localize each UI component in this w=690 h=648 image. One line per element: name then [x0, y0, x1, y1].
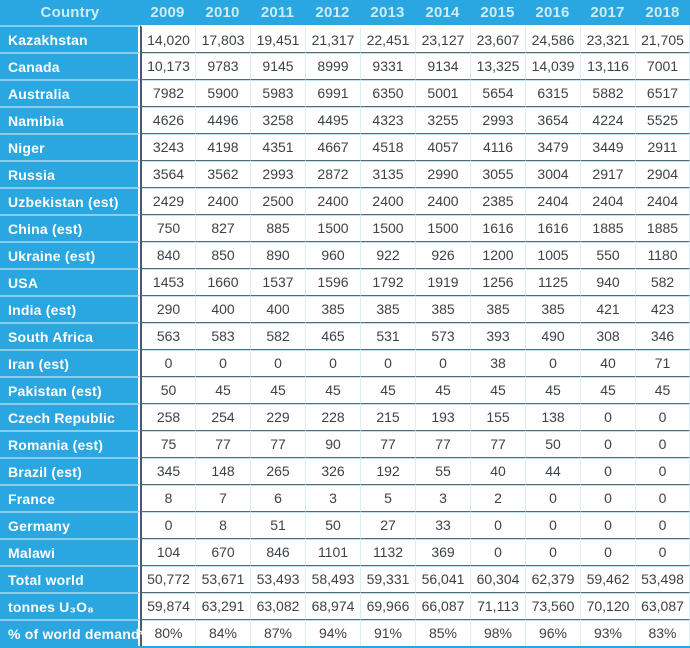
data-cell: 400	[195, 295, 250, 322]
data-cell: 258	[140, 403, 195, 430]
data-cell: 228	[305, 403, 360, 430]
data-cell: 9783	[195, 52, 250, 79]
data-cell: 45	[415, 376, 470, 403]
data-cell: 215	[360, 403, 415, 430]
data-cell: 44	[525, 457, 580, 484]
data-cell: 940	[580, 268, 635, 295]
row-label: China (est)	[0, 214, 140, 241]
data-cell: 0	[635, 538, 690, 565]
table-row	[0, 133, 690, 160]
data-cell: 421	[580, 295, 635, 322]
data-cell: 229	[250, 403, 305, 430]
data-cell: 45	[580, 376, 635, 403]
data-cell: 326	[305, 457, 360, 484]
data-cell: 4351	[250, 133, 305, 160]
row-label: Russia	[0, 160, 140, 187]
row-label: Brazil (est)	[0, 457, 140, 484]
data-cell: 3479	[525, 133, 580, 160]
table-body	[0, 25, 690, 646]
data-cell: 2400	[195, 187, 250, 214]
data-cell: 0	[525, 484, 580, 511]
table-row	[0, 430, 690, 457]
data-cell: 926	[415, 241, 470, 268]
data-cell: 45	[360, 376, 415, 403]
data-cell: 0	[140, 511, 195, 538]
data-cell: 4198	[195, 133, 250, 160]
data-cell: 840	[140, 241, 195, 268]
row-label: Romania (est)	[0, 430, 140, 457]
data-cell: 2990	[415, 160, 470, 187]
row-label: South Africa	[0, 322, 140, 349]
data-cell: 59,462	[580, 565, 635, 592]
data-cell: 490	[525, 322, 580, 349]
data-cell: 60,304	[470, 565, 525, 592]
table-row	[0, 25, 690, 52]
column-header-year: 2017	[580, 0, 635, 25]
data-cell: 8	[195, 511, 250, 538]
data-cell: 308	[580, 322, 635, 349]
data-cell: 290	[140, 295, 195, 322]
data-cell: 6517	[635, 79, 690, 106]
data-cell: 148	[195, 457, 250, 484]
table-row	[0, 592, 690, 619]
data-cell: 922	[360, 241, 415, 268]
data-cell: 1453	[140, 268, 195, 295]
data-cell: 0	[635, 457, 690, 484]
data-cell: 45	[470, 376, 525, 403]
data-cell: 0	[580, 403, 635, 430]
data-cell: 77	[250, 430, 305, 457]
data-cell: 885	[250, 214, 305, 241]
data-cell: 4116	[470, 133, 525, 160]
data-cell: 4323	[360, 106, 415, 133]
data-cell: 0	[580, 484, 635, 511]
data-cell: 1919	[415, 268, 470, 295]
data-cell: 59,874	[140, 592, 195, 619]
data-cell: 369	[415, 538, 470, 565]
row-label: USA	[0, 268, 140, 295]
data-cell: 21,317	[305, 25, 360, 52]
column-header-year: 2009	[140, 0, 195, 25]
data-cell: 0	[580, 511, 635, 538]
data-cell: 4224	[580, 106, 635, 133]
data-cell: 138	[525, 403, 580, 430]
data-cell: 3564	[140, 160, 195, 187]
data-cell: 50	[140, 376, 195, 403]
data-cell: 94%	[305, 619, 360, 646]
row-label: Ukraine (est)	[0, 241, 140, 268]
data-cell: 22,451	[360, 25, 415, 52]
row-label: Total world	[0, 565, 140, 592]
data-cell: 45	[525, 376, 580, 403]
data-cell: 71,113	[470, 592, 525, 619]
data-cell: 531	[360, 322, 415, 349]
data-cell: 1005	[525, 241, 580, 268]
row-label: Iran (est)	[0, 349, 140, 376]
data-cell: 2404	[580, 187, 635, 214]
row-label: Niger	[0, 133, 140, 160]
table-row	[0, 322, 690, 349]
data-cell: 1500	[360, 214, 415, 241]
data-cell: 3243	[140, 133, 195, 160]
row-label: India (est)	[0, 295, 140, 322]
data-cell: 0	[580, 538, 635, 565]
data-cell: 93%	[580, 619, 635, 646]
data-cell: 4667	[305, 133, 360, 160]
data-cell: 583	[195, 322, 250, 349]
column-header-year: 2012	[305, 0, 360, 25]
row-label: Australia	[0, 79, 140, 106]
data-cell: 70,120	[580, 592, 635, 619]
data-cell: 3	[305, 484, 360, 511]
data-cell: 192	[360, 457, 415, 484]
data-cell: 1616	[470, 214, 525, 241]
data-cell: 2872	[305, 160, 360, 187]
data-cell: 385	[470, 295, 525, 322]
data-cell: 66,087	[415, 592, 470, 619]
data-cell: 0	[305, 349, 360, 376]
data-cell: 69,966	[360, 592, 415, 619]
data-cell: 0	[580, 430, 635, 457]
data-cell: 550	[580, 241, 635, 268]
data-cell: 5001	[415, 79, 470, 106]
data-cell: 1792	[360, 268, 415, 295]
data-cell: 2400	[360, 187, 415, 214]
data-cell: 53,671	[195, 565, 250, 592]
data-cell: 1660	[195, 268, 250, 295]
data-cell: 6991	[305, 79, 360, 106]
data-cell: 2404	[635, 187, 690, 214]
data-cell: 4057	[415, 133, 470, 160]
data-cell: 55	[415, 457, 470, 484]
data-cell: 2993	[470, 106, 525, 133]
data-cell: 385	[305, 295, 360, 322]
column-header-year: 2016	[525, 0, 580, 25]
data-cell: 53,498	[635, 565, 690, 592]
data-cell: 573	[415, 322, 470, 349]
data-cell: 0	[635, 430, 690, 457]
data-cell: 1537	[250, 268, 305, 295]
row-label: Namibia	[0, 106, 140, 133]
column-header-year: 2011	[250, 0, 305, 25]
data-cell: 50	[525, 430, 580, 457]
data-cell: 3	[415, 484, 470, 511]
table-row	[0, 403, 690, 430]
data-cell: 346	[635, 322, 690, 349]
data-cell: 155	[470, 403, 525, 430]
data-cell: 254	[195, 403, 250, 430]
data-cell: 38	[470, 349, 525, 376]
data-cell: 0	[415, 349, 470, 376]
data-cell: 7982	[140, 79, 195, 106]
table-row	[0, 565, 690, 592]
data-cell: 40	[470, 457, 525, 484]
data-cell: 2385	[470, 187, 525, 214]
row-label: Czech Republic	[0, 403, 140, 430]
data-cell: 45	[195, 376, 250, 403]
column-header-year: 2015	[470, 0, 525, 25]
data-cell: 8	[140, 484, 195, 511]
data-cell: 1200	[470, 241, 525, 268]
data-cell: 77	[195, 430, 250, 457]
data-cell: 6315	[525, 79, 580, 106]
data-cell: 1256	[470, 268, 525, 295]
data-cell: 1616	[525, 214, 580, 241]
data-cell: 6	[250, 484, 305, 511]
data-cell: 23,321	[580, 25, 635, 52]
table-row	[0, 511, 690, 538]
data-cell: 7	[195, 484, 250, 511]
column-header-year: 2014	[415, 0, 470, 25]
data-cell: 5983	[250, 79, 305, 106]
data-cell: 5654	[470, 79, 525, 106]
data-cell: 582	[250, 322, 305, 349]
data-cell: 3562	[195, 160, 250, 187]
data-cell: 3255	[415, 106, 470, 133]
data-cell: 4518	[360, 133, 415, 160]
data-cell: 63,082	[250, 592, 305, 619]
row-label: Uzbekistan (est)	[0, 187, 140, 214]
row-label: Malawi	[0, 538, 140, 565]
data-cell: 75	[140, 430, 195, 457]
data-cell: 13,325	[470, 52, 525, 79]
data-cell: 5	[360, 484, 415, 511]
data-cell: 3055	[470, 160, 525, 187]
table-row	[0, 52, 690, 79]
data-cell: 2911	[635, 133, 690, 160]
data-cell: 1500	[415, 214, 470, 241]
data-cell: 465	[305, 322, 360, 349]
data-cell: 0	[635, 484, 690, 511]
data-cell: 0	[525, 538, 580, 565]
table-row	[0, 376, 690, 403]
data-cell: 0	[195, 349, 250, 376]
row-label: % of world demand*	[0, 619, 140, 646]
column-header-year: 2010	[195, 0, 250, 25]
row-label: France	[0, 484, 140, 511]
data-cell: 9134	[415, 52, 470, 79]
table-row	[0, 214, 690, 241]
data-cell: 7001	[635, 52, 690, 79]
table-row	[0, 79, 690, 106]
data-cell: 2904	[635, 160, 690, 187]
data-cell: 63,087	[635, 592, 690, 619]
data-cell: 17,803	[195, 25, 250, 52]
data-cell: 5900	[195, 79, 250, 106]
data-cell: 890	[250, 241, 305, 268]
data-cell: 104	[140, 538, 195, 565]
row-label: Germany	[0, 511, 140, 538]
data-cell: 24,586	[525, 25, 580, 52]
table-row	[0, 349, 690, 376]
column-header-year: 2013	[360, 0, 415, 25]
data-cell: 77	[415, 430, 470, 457]
table-row	[0, 187, 690, 214]
data-cell: 13,116	[580, 52, 635, 79]
data-cell: 27	[360, 511, 415, 538]
data-cell: 68,974	[305, 592, 360, 619]
data-cell: 40	[580, 349, 635, 376]
data-cell: 2400	[305, 187, 360, 214]
data-cell: 0	[360, 349, 415, 376]
data-cell: 71	[635, 349, 690, 376]
data-cell: 4495	[305, 106, 360, 133]
table-row	[0, 241, 690, 268]
row-label: Canada	[0, 52, 140, 79]
data-cell: 23,607	[470, 25, 525, 52]
data-cell: 0	[140, 349, 195, 376]
data-cell: 50	[305, 511, 360, 538]
data-cell: 3449	[580, 133, 635, 160]
data-cell: 53,493	[250, 565, 305, 592]
data-cell: 1101	[305, 538, 360, 565]
data-cell: 58,493	[305, 565, 360, 592]
data-cell: 90	[305, 430, 360, 457]
data-cell: 385	[415, 295, 470, 322]
column-header-year: 2018	[635, 0, 690, 25]
table-header-row	[0, 0, 690, 25]
table-row	[0, 106, 690, 133]
data-cell: 3004	[525, 160, 580, 187]
data-cell: 14,039	[525, 52, 580, 79]
data-cell: 2993	[250, 160, 305, 187]
data-cell: 3135	[360, 160, 415, 187]
data-cell: 2400	[415, 187, 470, 214]
data-cell: 23,127	[415, 25, 470, 52]
data-cell: 960	[305, 241, 360, 268]
data-cell: 1500	[305, 214, 360, 241]
data-cell: 5882	[580, 79, 635, 106]
data-cell: 77	[470, 430, 525, 457]
table-row	[0, 457, 690, 484]
data-cell: 0	[635, 403, 690, 430]
data-cell: 1885	[580, 214, 635, 241]
data-cell: 0	[470, 511, 525, 538]
data-cell: 21,705	[635, 25, 690, 52]
data-cell: 1132	[360, 538, 415, 565]
data-cell: 0	[525, 349, 580, 376]
data-cell: 393	[470, 322, 525, 349]
data-cell: 62,379	[525, 565, 580, 592]
data-cell: 846	[250, 538, 305, 565]
table-row	[0, 538, 690, 565]
table-row	[0, 268, 690, 295]
data-cell: 385	[525, 295, 580, 322]
data-cell: 87%	[250, 619, 305, 646]
data-cell: 10,173	[140, 52, 195, 79]
data-cell: 19,451	[250, 25, 305, 52]
data-cell: 0	[250, 349, 305, 376]
data-cell: 0	[470, 538, 525, 565]
data-cell: 91%	[360, 619, 415, 646]
data-cell: 2404	[525, 187, 580, 214]
data-cell: 670	[195, 538, 250, 565]
data-cell: 2	[470, 484, 525, 511]
data-cell: 9145	[250, 52, 305, 79]
data-cell: 73,560	[525, 592, 580, 619]
data-cell: 85%	[415, 619, 470, 646]
data-cell: 193	[415, 403, 470, 430]
data-cell: 5525	[635, 106, 690, 133]
data-cell: 33	[415, 511, 470, 538]
data-cell: 850	[195, 241, 250, 268]
data-cell: 0	[525, 511, 580, 538]
data-cell: 51	[250, 511, 305, 538]
data-cell: 750	[140, 214, 195, 241]
data-cell: 45	[250, 376, 305, 403]
data-cell: 827	[195, 214, 250, 241]
data-cell: 563	[140, 322, 195, 349]
table-row	[0, 484, 690, 511]
data-cell: 45	[305, 376, 360, 403]
data-cell: 77	[360, 430, 415, 457]
data-cell: 96%	[525, 619, 580, 646]
data-cell: 80%	[140, 619, 195, 646]
data-cell: 56,041	[415, 565, 470, 592]
row-label: Pakistan (est)	[0, 376, 140, 403]
data-cell: 423	[635, 295, 690, 322]
column-header-country: Country	[0, 0, 140, 25]
data-cell: 45	[635, 376, 690, 403]
data-cell: 400	[250, 295, 305, 322]
data-cell: 3258	[250, 106, 305, 133]
data-cell: 9331	[360, 52, 415, 79]
data-cell: 63,291	[195, 592, 250, 619]
data-cell: 345	[140, 457, 195, 484]
data-cell: 3654	[525, 106, 580, 133]
data-cell: 84%	[195, 619, 250, 646]
data-cell: 6350	[360, 79, 415, 106]
data-cell: 98%	[470, 619, 525, 646]
data-cell: 1180	[635, 241, 690, 268]
table-row	[0, 295, 690, 322]
data-cell: 83%	[635, 619, 690, 646]
data-cell: 265	[250, 457, 305, 484]
data-cell: 4626	[140, 106, 195, 133]
data-cell: 14,020	[140, 25, 195, 52]
data-cell: 50,772	[140, 565, 195, 592]
row-label: Kazakhstan	[0, 25, 140, 52]
data-cell: 385	[360, 295, 415, 322]
data-cell: 1596	[305, 268, 360, 295]
table-row	[0, 619, 690, 646]
data-cell: 1885	[635, 214, 690, 241]
data-cell: 59,331	[360, 565, 415, 592]
data-cell: 2429	[140, 187, 195, 214]
row-label: tonnes U₃O₈	[0, 592, 140, 619]
data-cell: 4496	[195, 106, 250, 133]
data-cell: 0	[635, 511, 690, 538]
data-cell: 2500	[250, 187, 305, 214]
data-cell: 0	[580, 457, 635, 484]
table-row	[0, 160, 690, 187]
data-cell: 1125	[525, 268, 580, 295]
data-cell: 2917	[580, 160, 635, 187]
data-cell: 582	[635, 268, 690, 295]
data-cell: 8999	[305, 52, 360, 79]
